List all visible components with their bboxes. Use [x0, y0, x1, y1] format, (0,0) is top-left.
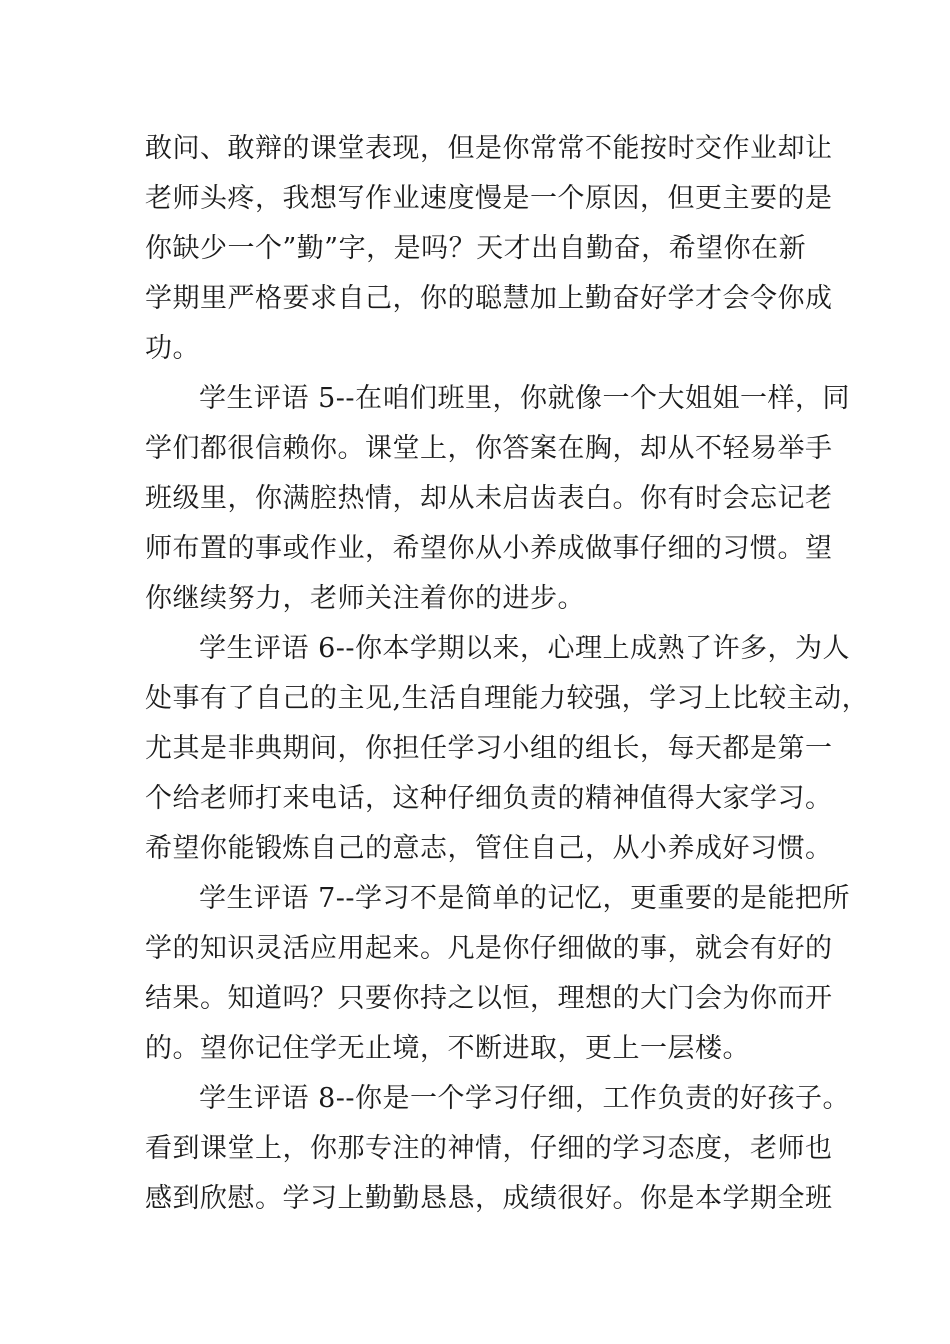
paragraph-start-line: 学生评语 6--你本学期以来，心理上成熟了许多，为人 [199, 633, 851, 664]
text-line: 你缺少一个”勤”字，是吗？天才出自勤奋，希望你在新 [145, 233, 807, 264]
text-line: 的。望你记住学无止境，不断进取，更上一层楼。 [145, 1033, 750, 1064]
text-line: 结果。知道吗？只要你持之以恒，理想的大门会为你而开 [145, 983, 833, 1014]
text-line: 看到课堂上，你那专注的神情，仔细的学习态度，老师也 [145, 1133, 833, 1164]
paragraph-start-line: 学生评语 7--学习不是简单的记忆，更重要的是能把所 [199, 883, 851, 914]
text-line: 学的知识灵活应用起来。凡是你仔细做的事，就会有好的 [145, 933, 833, 964]
text-line: 感到欣慰。学习上勤勤恳恳，成绩很好。你是本学期全班 [145, 1183, 833, 1214]
text-line: 个给老师打来电话，这种仔细负责的精神值得大家学习。 [145, 783, 833, 814]
text-line: 班级里，你满腔热情，却从未启齿表白。你有时会忘记老 [145, 483, 833, 514]
text-line: 处事有了自己的主见,生活自理能力较强，学习上比较主动， [145, 683, 870, 714]
text-line: 希望你能锻炼自己的意志，管住自己，从小养成好习惯。 [145, 833, 833, 864]
text-line: 尤其是非典期间，你担任学习小组的组长，每天都是第一 [145, 733, 833, 764]
text-line: 敢问、敢辩的课堂表现，但是你常常不能按时交作业却让 [145, 133, 833, 164]
text-line: 学期里严格要求自己，你的聪慧加上勤奋好学才会令你成 [145, 283, 833, 314]
text-line: 功。 [145, 333, 200, 364]
text-line: 老师头疼，我想写作业速度慢是一个原因，但更主要的是 [145, 183, 833, 214]
paragraph-start-line: 学生评语 5--在咱们班里，你就像一个大姐姐一样，同 [199, 383, 851, 414]
text-line: 师布置的事或作业，希望你从小养成做事仔细的习惯。望 [145, 533, 833, 564]
paragraph-start-line: 学生评语 8--你是一个学习仔细，工作负责的好孩子。 [199, 1083, 851, 1114]
text-line: 你继续努力，老师关注着你的进步。 [145, 583, 585, 614]
text-line: 学们都很信赖你。课堂上，你答案在胸，却从不轻易举手 [145, 433, 833, 464]
